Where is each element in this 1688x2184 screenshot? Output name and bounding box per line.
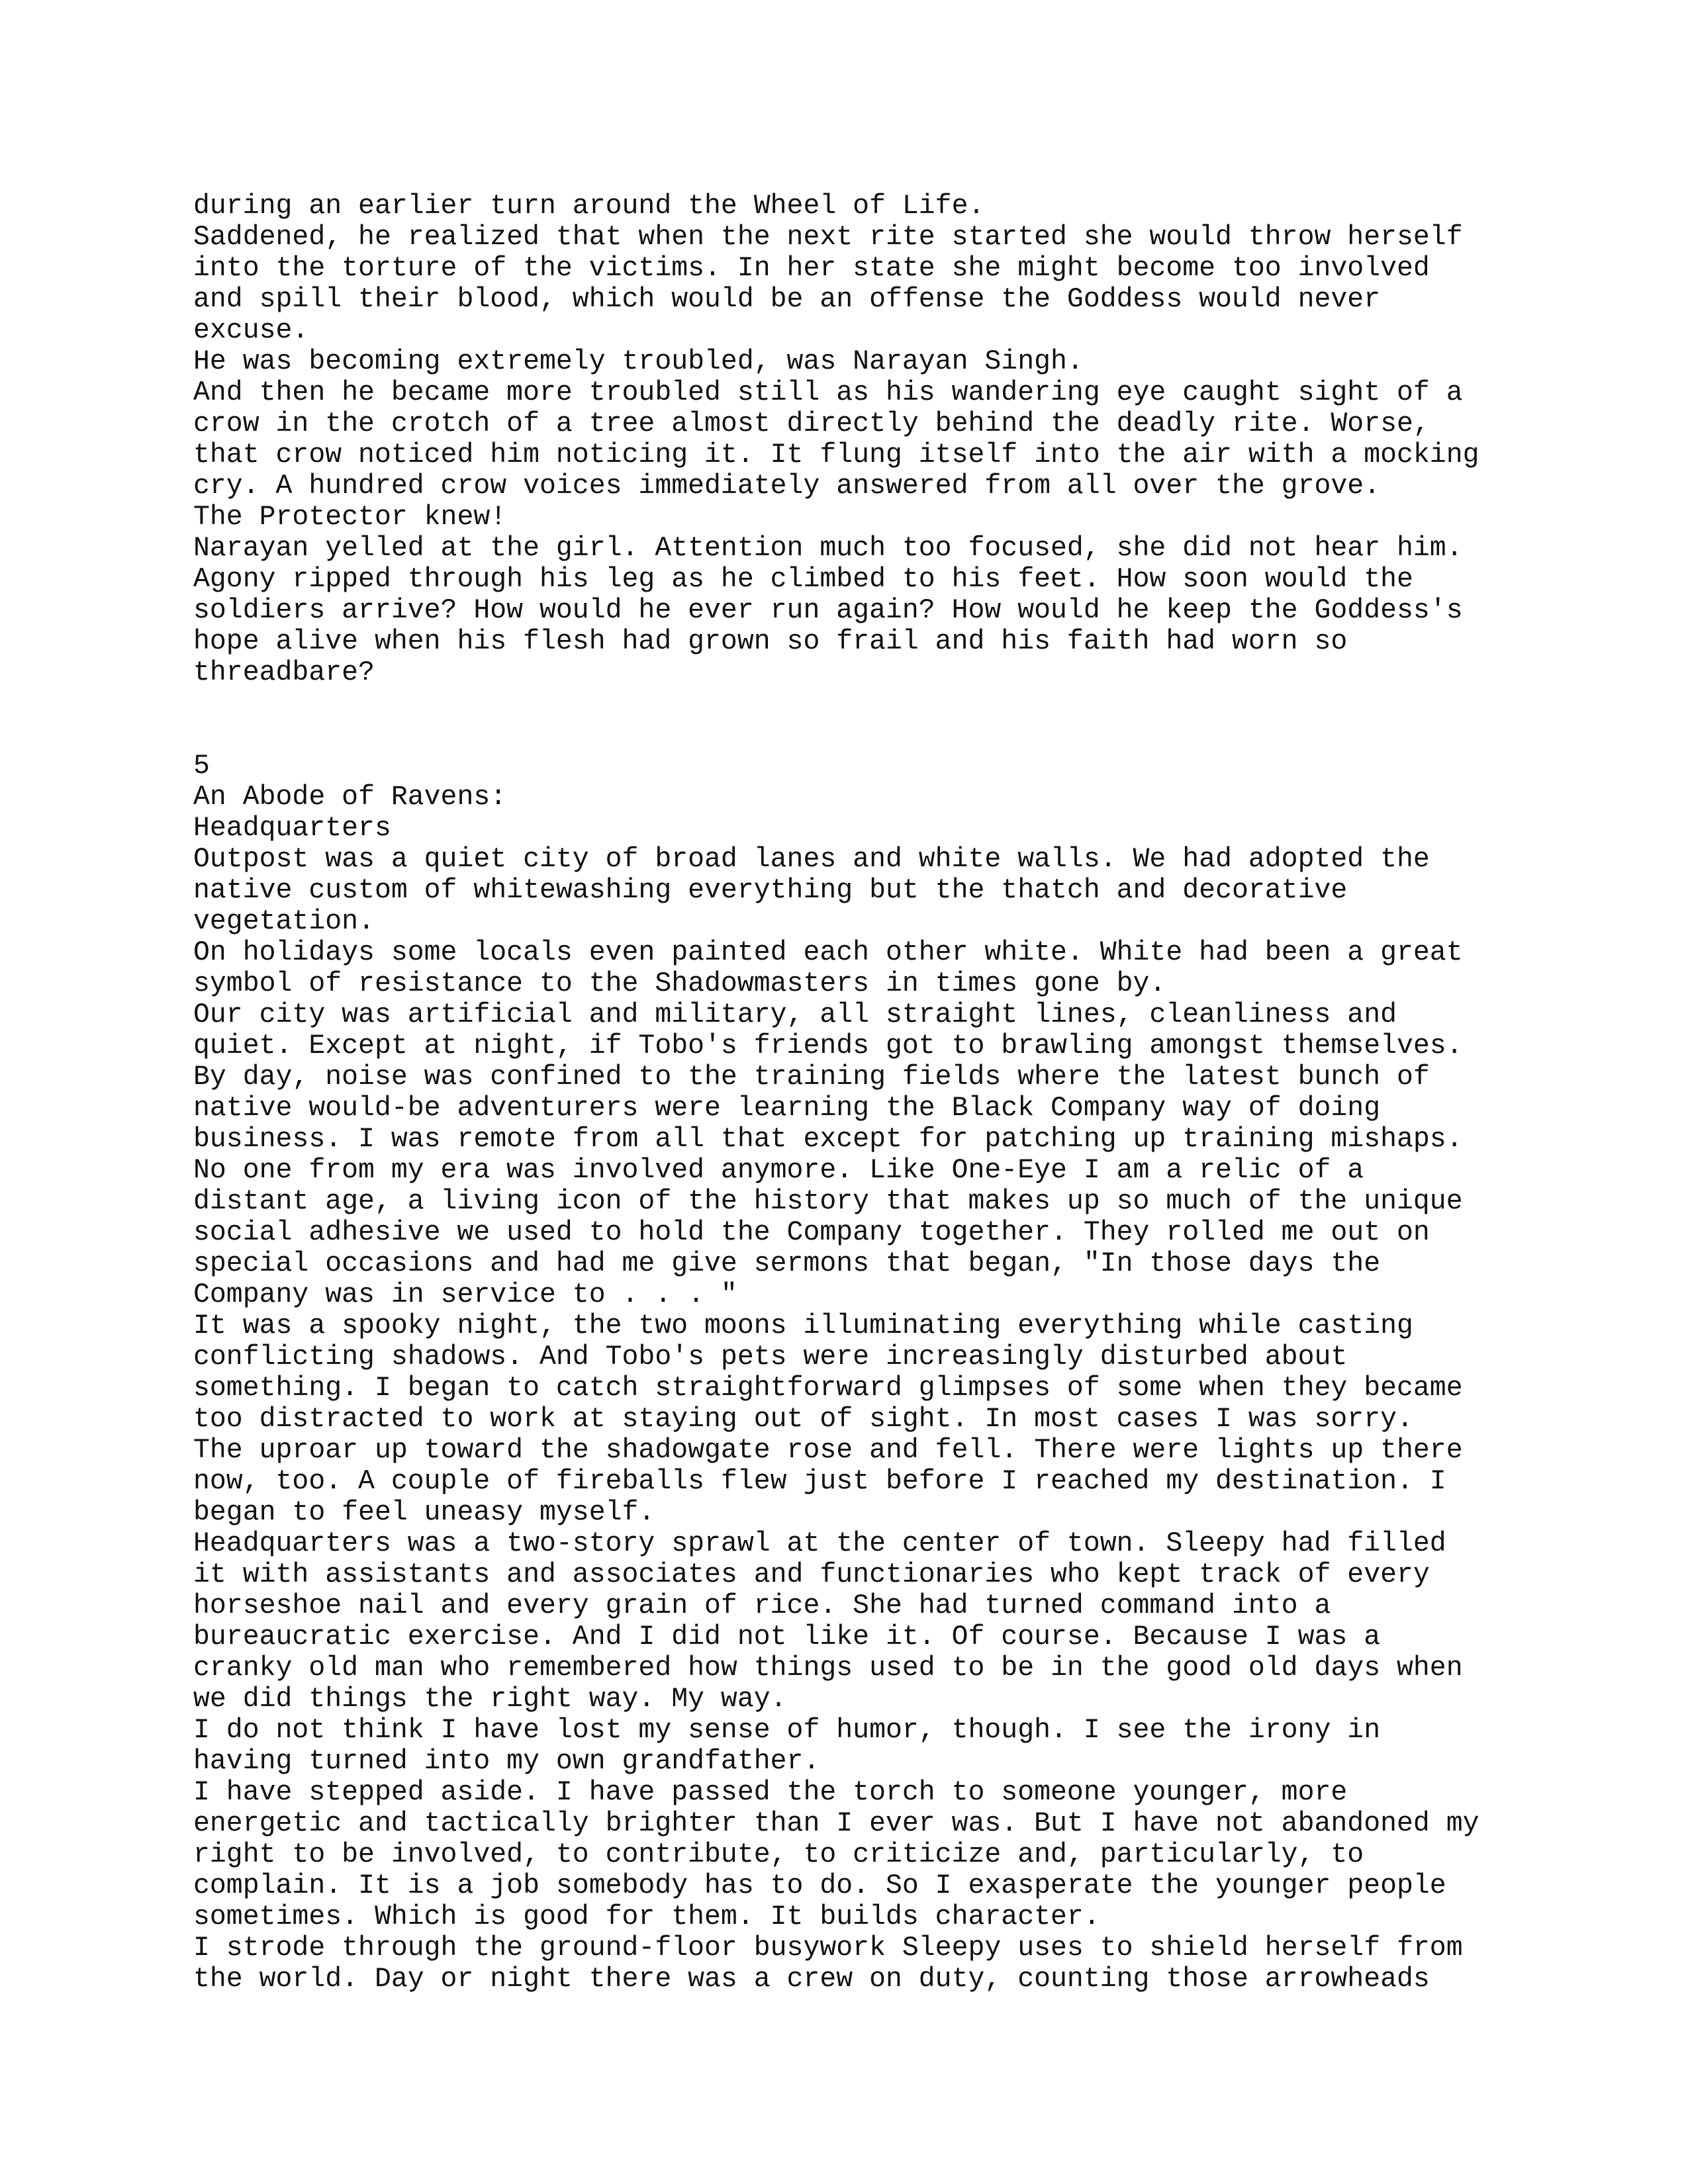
text-line: complain. It is a job somebody has to do. So I exasperate the younger people	[193, 1870, 1446, 1901]
text-line: too distracted to work at staying out of sight. In most cases I was sorry.	[193, 1404, 1413, 1435]
text-line: Headquarters	[193, 813, 391, 844]
text-line: right to be involved, to contribute, to criticize and, particularly, to	[193, 1839, 1364, 1870]
text-line: cry. A hundred crow voices immediately answered from all over the grove.	[193, 471, 1381, 502]
text-line: the world. Day or night there was a crew on duty, counting those arrowheads	[193, 1964, 1430, 1995]
text-line: special occasions and had me give sermons that began, "In those days the	[193, 1248, 1381, 1279]
text-line: crow in the crotch of a tree almost directly behind the deadly rite. Worse,	[193, 408, 1430, 439]
text-line: during an earlier turn around the Wheel of Life.	[193, 191, 985, 222]
text-line: symbol of resistance to the Shadowmasters in times gone by.	[193, 968, 1166, 999]
text-line: now, too. A couple of fireballs flew just before I reached my destination. I	[193, 1466, 1446, 1497]
text-line: native would-be adventurers were learning the Black Company way of doing	[193, 1093, 1381, 1124]
text-line: we did things the right way. My way.	[193, 1684, 787, 1715]
text-line: Outpost was a quiet city of broad lanes and white walls. We had adopted the	[193, 844, 1430, 875]
text-line: distant age, a living icon of the history that makes up so much of the unique	[193, 1186, 1463, 1217]
text-line: something. I began to catch straightforward glimpses of some when they became	[193, 1373, 1463, 1404]
text-line: He was becoming extremely troubled, was Narayan Singh.	[193, 346, 1084, 377]
text-line: vegetation.	[193, 906, 375, 937]
text-line: Agony ripped through his leg as he climbed to his feet. How soon would the	[193, 564, 1413, 595]
text-line: business. I was remote from all that except for patching up training mishaps.	[193, 1124, 1463, 1155]
text-line: soldiers arrive? How would he ever run again? How would he keep the Goddess's	[193, 595, 1463, 626]
text-line: bureaucratic exercise. And I did not like it. Of course. Because I was a	[193, 1621, 1381, 1653]
text-line: It was a spooky night, the two moons illuminating everything while casting	[193, 1310, 1413, 1342]
text-line: I strode through the ground-floor busywork Sleepy uses to shield herself from	[193, 1933, 1463, 1964]
text-line: I have stepped aside. I have passed the torch to someone younger, more	[193, 1777, 1348, 1808]
text-line: No one from my era was involved anymore. Like One-Eye I am a relic of a	[193, 1155, 1364, 1186]
text-line: The Protector knew!	[193, 502, 507, 533]
document-body	[193, 191, 1517, 1995]
text-line: cranky old man who remembered how things used to be in the good old days when	[193, 1653, 1463, 1684]
text-line: conflicting shadows. And Tobo's pets were increasingly disturbed about	[193, 1342, 1348, 1373]
text-line: I do not think I have lost my sense of humor, though. I see the irony in	[193, 1715, 1381, 1746]
text-line: excuse.	[193, 315, 309, 346]
text-line: and spill their blood, which would be an offense the Goddess would never	[193, 284, 1381, 315]
text-line: An Abode of Ravens:	[193, 782, 507, 813]
text-line: threadbare?	[193, 657, 375, 688]
text-line: into the torture of the victims. In her state she might become too involved	[193, 253, 1430, 284]
text-line: On holidays some locals even painted each other white. White had been a great	[193, 937, 1463, 968]
text-line: hope alive when his flesh had grown so frail and his faith had worn so	[193, 626, 1348, 657]
text-line: native custom of whitewashing everything but the thatch and decorative	[193, 875, 1348, 906]
text-line: Headquarters was a two-story sprawl at the center of town. Sleepy had filled	[193, 1528, 1446, 1559]
text-line: And then he became more troubled still as his wandering eye caught sight of a	[193, 377, 1463, 408]
text-line: Company was in service to . . . "	[193, 1279, 737, 1310]
blank-line	[193, 719, 1517, 751]
text-line: it with assistants and associates and functionaries who kept track of every	[193, 1559, 1430, 1590]
text-line: Narayan yelled at the girl. Attention much too focused, she did not hear him.	[193, 533, 1463, 564]
text-line: energetic and tactically brighter than I ever was. But I have not abandoned my	[193, 1808, 1479, 1839]
text-line: began to feel uneasy myself.	[193, 1497, 655, 1528]
text-line: having turned into my own grandfather.	[193, 1746, 820, 1777]
text-line: Saddened, he realized that when the next rite started she would throw herself	[193, 222, 1463, 253]
text-line: The uproar up toward the shadowgate rose and fell. There were lights up there	[193, 1435, 1463, 1466]
text-line: By day, noise was confined to the training fields where the latest bunch of	[193, 1062, 1430, 1093]
text-line: horseshoe nail and every grain of rice. She had turned command into a	[193, 1590, 1331, 1621]
text-line: sometimes. Which is good for them. It builds character.	[193, 1901, 1100, 1933]
blank-line	[193, 688, 1517, 719]
text-line: social adhesive we used to hold the Company together. They rolled me out on	[193, 1217, 1430, 1248]
text-line: Our city was artificial and military, all straight lines, cleanliness and	[193, 999, 1397, 1030]
text-line: that crow noticed him noticing it. It flung itself into the air with a mocking	[193, 439, 1479, 471]
text-line: 5	[193, 751, 210, 782]
text-line: quiet. Except at night, if Tobo's friends got to brawling amongst themselves.	[193, 1030, 1463, 1062]
